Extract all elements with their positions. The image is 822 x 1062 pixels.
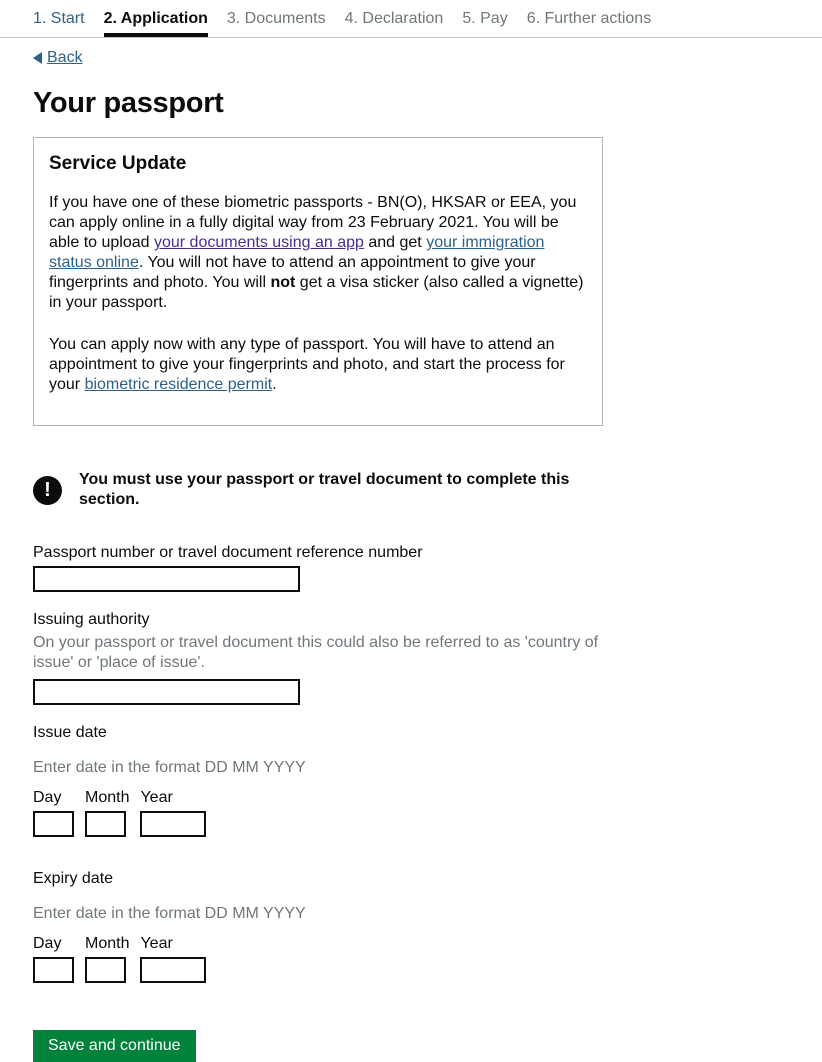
- paragraph-text: .: [272, 376, 277, 393]
- expiry-day-label: Day: [33, 935, 62, 952]
- warning-text: You must use your passport or travel document to complete this section.: [79, 471, 570, 508]
- paragraph-text: If you have one of these biometric passports - BN(O), HKSAR or EEA, you can apply online in a fully digital way from 23 February 2021. You will be able to upload: [49, 194, 577, 251]
- paragraph-text: You can apply now with any type of passport. You will have to attend an appointment to give your fingerprints and photo, and start the process for your: [49, 336, 565, 393]
- issue-date-inputs: [33, 788, 822, 837]
- expiry-date-inputs: [33, 934, 822, 983]
- issue-day-label: Day: [33, 789, 62, 806]
- issuing-authority-group: [33, 610, 822, 705]
- issuing-authority-label: Issuing authority: [33, 611, 150, 628]
- service-update-heading: Service Update: [49, 153, 187, 174]
- biometric-residence-permit-link[interactable]: biometric residence permit: [84, 376, 273, 393]
- back-arrow-icon: [33, 52, 42, 64]
- expiry-date-label: Expiry date: [33, 870, 114, 887]
- save-and-continue-button[interactable]: Save and continue: [33, 1030, 196, 1062]
- immigration-status-link[interactable]: your immigration status online: [49, 234, 545, 271]
- paragraph-text: . You will not have to attend an appointment to give your fingerprints and photo. You will: [49, 254, 536, 291]
- exclamation-icon: !: [33, 476, 62, 505]
- issue-month-label: Month: [85, 789, 130, 806]
- issuing-authority-input[interactable]: [33, 679, 300, 705]
- back-link-label: Back: [47, 49, 83, 66]
- issue-month-column: [85, 788, 129, 837]
- documents-app-link[interactable]: your documents using an app: [153, 234, 364, 251]
- issue-year-label: Year: [140, 789, 173, 806]
- expiry-month-input[interactable]: [85, 957, 126, 983]
- passport-form: [33, 543, 822, 983]
- expiry-date-group: [33, 869, 822, 983]
- paragraph-text: and get: [363, 234, 427, 251]
- expiry-year-input[interactable]: [140, 957, 206, 983]
- expiry-day-input[interactable]: [33, 957, 74, 983]
- issue-day-input[interactable]: [33, 811, 74, 837]
- issue-month-input[interactable]: [85, 811, 126, 837]
- expiry-year-label: Year: [140, 935, 173, 952]
- passport-number-input[interactable]: [33, 566, 300, 592]
- issue-date-hint: Enter date in the format DD MM YYYY: [33, 759, 306, 776]
- tab-start[interactable]: 1. Start: [33, 10, 85, 27]
- issue-date-group: [33, 723, 822, 837]
- service-update-paragraph-1: [49, 193, 586, 313]
- expiry-date-hint: Enter date in the format DD MM YYYY: [33, 905, 306, 922]
- back-link[interactable]: [33, 49, 83, 67]
- warning-callout: [33, 470, 603, 510]
- issue-year-column: [140, 788, 206, 837]
- service-update-paragraph-2: [49, 335, 586, 395]
- tab-pay: 5. Pay: [462, 10, 508, 27]
- service-update-panel: [33, 137, 603, 426]
- tab-further-actions: 6. Further actions: [526, 10, 652, 27]
- expiry-day-column: [33, 934, 74, 983]
- issuing-authority-hint: On your passport or travel document this could also be referred to as 'country of issue' or 'place of issue'.: [33, 634, 599, 671]
- expiry-month-column: [85, 934, 129, 983]
- page-title: Your passport: [33, 87, 224, 119]
- tab-documents: 3. Documents: [226, 10, 326, 27]
- paragraph-text: get a visa sticker (also called a vignette) in your passport.: [49, 274, 584, 311]
- passport-number-label: Passport number or travel document reference number: [33, 544, 423, 561]
- step-tabs: [0, 0, 822, 38]
- issue-day-column: [33, 788, 74, 837]
- tab-application[interactable]: 2. Application: [104, 9, 208, 37]
- issue-year-input[interactable]: [140, 811, 206, 837]
- expiry-year-column: [140, 934, 206, 983]
- passport-number-group: [33, 543, 822, 592]
- expiry-month-label: Month: [85, 935, 130, 952]
- emphasis-text: not: [270, 274, 296, 291]
- issue-date-label: Issue date: [33, 724, 107, 741]
- tab-declaration: 4. Declaration: [344, 10, 444, 27]
